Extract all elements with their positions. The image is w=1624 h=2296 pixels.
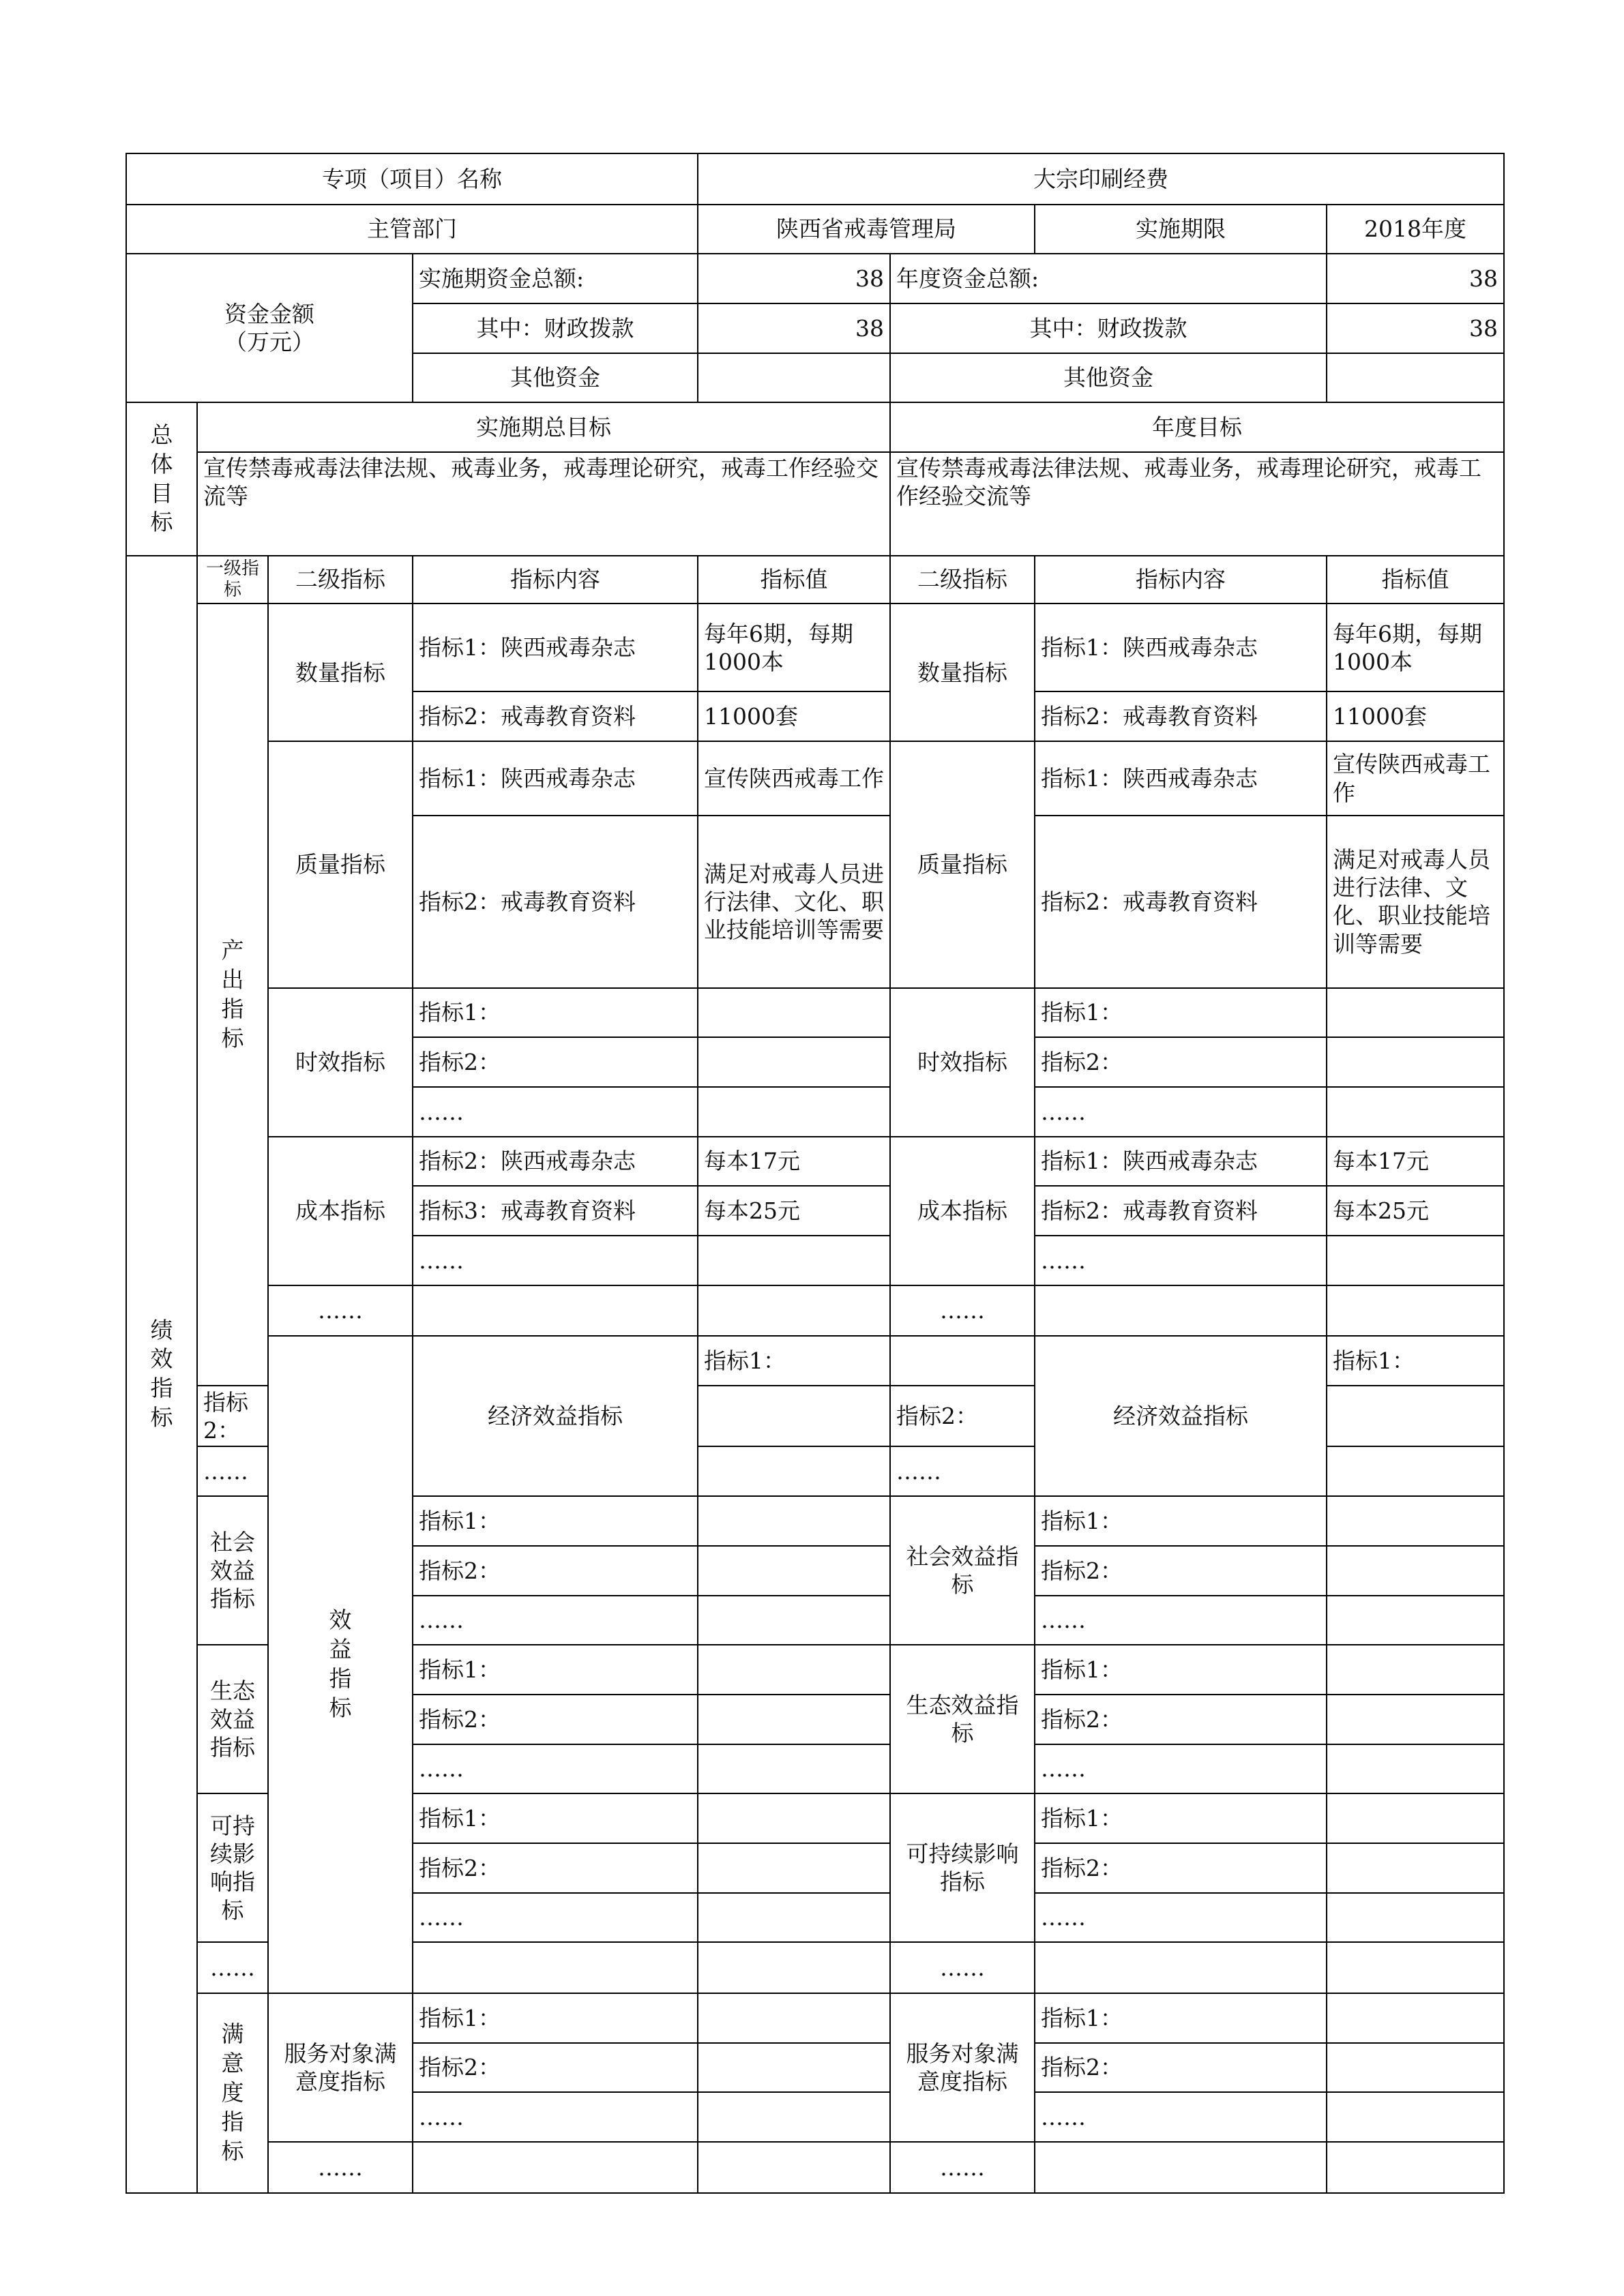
social-2-left: 指标2： (413, 1546, 698, 1596)
social-more-left: …… (413, 1596, 698, 1645)
cost-more-left: …… (413, 1236, 698, 1285)
quantity-2-content-right: 指标2：戒毒教育资料 (1035, 691, 1327, 741)
social-1-left: 指标1： (413, 1496, 698, 1546)
benefit-more-content-left (413, 1942, 698, 1993)
period-goal-label: 实施期总目标 (197, 402, 890, 452)
timeliness-more-value-right (1327, 1087, 1504, 1137)
fiscal-funds-value: 38 (698, 303, 890, 353)
output-more-content-left (413, 1285, 698, 1337)
economic-label-left: 经济效益指标 (413, 1336, 698, 1496)
ecological-more-left: …… (413, 1744, 698, 1794)
dept-name: 陕西省戒毒管理局 (698, 205, 1035, 254)
social-more-right: …… (1035, 1596, 1327, 1645)
output-more-content-right (1035, 1285, 1327, 1337)
timeliness-1-value-left (698, 988, 890, 1038)
social-1-value-right (1327, 1496, 1504, 1546)
quantity-label-left: 数量指标 (268, 603, 413, 741)
economic-1-right: 指标1： (1327, 1336, 1504, 1386)
timeliness-more-value-left (698, 1087, 890, 1137)
cost-label-left: 成本指标 (268, 1137, 413, 1285)
cost-1-content-right: 指标1：陕西戒毒杂志 (1035, 1137, 1327, 1187)
social-1-value-left (698, 1496, 890, 1546)
project-name-label: 专项（项目）名称 (126, 153, 698, 205)
satisfaction-more-value-right (1327, 2142, 1504, 2193)
service-label-right: 服务对象满意度指标 (890, 1993, 1035, 2142)
annual-other-label: 其他资金 (890, 353, 1327, 403)
sustainable-2-right: 指标2： (1035, 1843, 1327, 1893)
benefit-indicator-label: 效 益 指 标 (268, 1336, 413, 1993)
satisfaction-indicator-label: 满 意 度 指 标 (197, 1993, 268, 2193)
fiscal-funds-label: 其中：财政拨款 (413, 303, 698, 353)
cost-more-value-left (698, 1236, 890, 1285)
quantity-1-content-right: 指标1：陕西戒毒杂志 (1035, 603, 1327, 691)
timeliness-more-left: …… (413, 1087, 698, 1137)
service-1-value-left (698, 1993, 890, 2043)
quality-1-content-left: 指标1：陕西戒毒杂志 (413, 741, 698, 816)
annual-goal-text: 宣传禁毒戒毒法律法规、戒毒业务，戒毒理论研究，戒毒工作经验交流等 (890, 452, 1504, 555)
quality-label-right: 质量指标 (890, 741, 1035, 987)
service-more-value-left (698, 2092, 890, 2142)
cost-more-value-right (1327, 1236, 1504, 1285)
ecological-2-value-right (1327, 1695, 1504, 1744)
satisfaction-more-right: …… (890, 2142, 1035, 2193)
social-label-left: 社会效益指标 (197, 1496, 268, 1645)
col-level2-left: 二级指标 (268, 556, 413, 604)
quality-1-value-right: 宣传陕西戒毒工作 (1327, 741, 1504, 816)
output-more-value-left (698, 1285, 890, 1337)
other-funds-label: 其他资金 (413, 353, 698, 403)
output-more-left: …… (268, 1285, 413, 1337)
quality-1-content-right: 指标1：陕西戒毒杂志 (1035, 741, 1327, 816)
satisfaction-more-content-right (1035, 2142, 1327, 2193)
economic-2-left: 指标2： (197, 1386, 268, 1446)
satisfaction-more-content-left (413, 2142, 698, 2193)
social-label-right: 社会效益指标 (890, 1496, 1035, 1645)
ecological-1-right: 指标1： (1035, 1645, 1327, 1695)
timeliness-2-content-right: 指标2： (1035, 1037, 1327, 1087)
annual-funds-value: 38 (1327, 254, 1504, 303)
quantity-label-right: 数量指标 (890, 603, 1035, 741)
overall-goal-label: 总 体 目 标 (126, 402, 197, 555)
economic-label-right: 经济效益指标 (1035, 1336, 1327, 1496)
quality-1-value-left: 宣传陕西戒毒工作 (698, 741, 890, 816)
social-2-value-right (1327, 1546, 1504, 1596)
cost-label-right: 成本指标 (890, 1137, 1035, 1285)
ecological-1-left: 指标1： (413, 1645, 698, 1695)
sustainable-more-value-left (698, 1893, 890, 1943)
annual-other-value (1327, 353, 1504, 403)
project-name: 大宗印刷经费 (698, 153, 1504, 205)
ecological-label-left: 生态效益指标 (197, 1645, 268, 1793)
economic-2-value-left (698, 1386, 890, 1446)
economic-1-left: 指标1： (698, 1336, 890, 1386)
social-1-right: 指标1： (1035, 1496, 1327, 1546)
ecological-2-value-left (698, 1695, 890, 1744)
other-funds-value (698, 353, 890, 403)
sustainable-label-left: 可持续影响指标 (197, 1793, 268, 1942)
annual-fiscal-label: 其中：财政拨款 (890, 303, 1327, 353)
benefit-more-value-right (1327, 1942, 1504, 1993)
timeliness-2-value-left (698, 1037, 890, 1087)
timeliness-1-content-right: 指标1： (1035, 988, 1327, 1038)
quantity-2-content-left: 指标2：戒毒教育资料 (413, 691, 698, 741)
timeliness-more-right: …… (1035, 1087, 1327, 1137)
cost-2-content-right: 指标2：戒毒教育资料 (1035, 1186, 1327, 1236)
quality-2-value-right: 满足对戒毒人员进行法律、文化、职业技能培训等需要 (1327, 816, 1504, 987)
economic-more-value-left (698, 1446, 890, 1496)
output-indicator-label: 产 出 指 标 (197, 603, 268, 1386)
sustainable-1-value-right (1327, 1793, 1504, 1843)
social-2-value-left (698, 1546, 890, 1596)
period-label: 实施期限 (1035, 205, 1327, 254)
benefit-more-content-right (1035, 1942, 1327, 1993)
service-1-value-right (1327, 1993, 1504, 2043)
ecological-label-right: 生态效益指标 (890, 1645, 1035, 1793)
timeliness-2-value-right (1327, 1037, 1504, 1087)
cost-2-value-left: 每本25元 (698, 1186, 890, 1236)
quantity-1-content-left: 指标1：陕西戒毒杂志 (413, 603, 698, 691)
funds-unit: （万元） (224, 329, 314, 356)
ecological-1-value-right (1327, 1645, 1504, 1695)
quality-label-left: 质量指标 (268, 741, 413, 987)
satisfaction-more-value-left (698, 2142, 890, 2193)
ecological-2-right: 指标2： (1035, 1695, 1327, 1744)
timeliness-2-content-left: 指标2： (413, 1037, 698, 1087)
cost-2-content-left: 指标3：戒毒教育资料 (413, 1186, 698, 1236)
funds-label-text: 资金金额 (224, 301, 314, 328)
performance-goal-table (126, 153, 1505, 2194)
benefit-more-value-left (698, 1942, 890, 1993)
sustainable-2-value-right (1327, 1843, 1504, 1893)
col-level1: 一级指标 (197, 556, 268, 604)
ecological-more-value-right (1327, 1744, 1504, 1794)
sustainable-2-value-left (698, 1843, 890, 1893)
col-level2-right: 二级指标 (890, 556, 1035, 604)
timeliness-1-value-right (1327, 988, 1504, 1038)
timeliness-label-right: 时效指标 (890, 988, 1035, 1137)
benefit-more-right: …… (890, 1942, 1035, 1993)
col-content-left: 指标内容 (413, 556, 698, 604)
economic-more-left: …… (197, 1446, 268, 1496)
sustainable-1-right: 指标1： (1035, 1793, 1327, 1843)
service-2-right: 指标2： (1035, 2043, 1327, 2093)
service-more-value-right (1327, 2092, 1504, 2142)
sustainable-more-value-right (1327, 1893, 1504, 1943)
economic-1-value-left (890, 1336, 1035, 1386)
sustainable-more-right: …… (1035, 1893, 1327, 1943)
col-value-left: 指标值 (698, 556, 890, 604)
economic-2-right: 指标2： (890, 1386, 1035, 1446)
social-more-value-right (1327, 1596, 1504, 1645)
service-more-right: …… (1035, 2092, 1327, 2142)
ecological-1-value-left (698, 1645, 890, 1695)
service-2-value-right (1327, 2043, 1504, 2093)
quality-2-value-left: 满足对戒毒人员进行法律、文化、职业技能培训等需要 (698, 816, 890, 987)
ecological-more-right: …… (1035, 1744, 1327, 1794)
economic-more-right: …… (890, 1446, 1035, 1496)
period-value: 2018年度 (1327, 205, 1504, 254)
sustainable-1-left: 指标1： (413, 1793, 698, 1843)
sustainable-1-value-left (698, 1793, 890, 1843)
cost-more-right: …… (1035, 1236, 1327, 1285)
ecological-more-value-left (698, 1744, 890, 1794)
satisfaction-more-left: …… (268, 2142, 413, 2193)
col-value-right: 指标值 (1327, 556, 1504, 604)
performance-indicator-label: 绩 效 指 标 (126, 556, 197, 2193)
ecological-2-left: 指标2： (413, 1695, 698, 1744)
sustainable-more-left: …… (413, 1893, 698, 1943)
quantity-2-value-right: 11000套 (1327, 691, 1504, 741)
cost-1-content-left: 指标2：陕西戒毒杂志 (413, 1137, 698, 1187)
social-more-value-left (698, 1596, 890, 1645)
quantity-1-value-right: 每年6期，每期1000本 (1327, 603, 1504, 691)
col-content-right: 指标内容 (1035, 556, 1327, 604)
funds-label (126, 254, 413, 402)
social-2-right: 指标2： (1035, 1546, 1327, 1596)
timeliness-label-left: 时效指标 (268, 988, 413, 1137)
quality-2-content-left: 指标2：戒毒教育资料 (413, 816, 698, 987)
service-1-left: 指标1： (413, 1993, 698, 2043)
service-label-left: 服务对象满意度指标 (268, 1993, 413, 2142)
total-funds-label: 实施期资金总额: (413, 254, 698, 303)
quality-2-content-right: 指标2：戒毒教育资料 (1035, 816, 1327, 987)
total-funds-value: 38 (698, 254, 890, 303)
economic-more-value-right (1327, 1446, 1504, 1496)
timeliness-1-content-left: 指标1： (413, 988, 698, 1038)
output-more-value-right (1327, 1285, 1504, 1337)
economic-2-value-right (1327, 1386, 1504, 1446)
cost-1-value-right: 每本17元 (1327, 1137, 1504, 1187)
cost-1-value-left: 每本17元 (698, 1137, 890, 1187)
annual-fiscal-value: 38 (1327, 303, 1504, 353)
service-1-right: 指标1： (1035, 1993, 1327, 2043)
service-2-left: 指标2： (413, 2043, 698, 2093)
quantity-2-value-left: 11000套 (698, 691, 890, 741)
service-2-value-left (698, 2043, 890, 2093)
benefit-more-left: …… (197, 1942, 268, 1993)
dept-label: 主管部门 (126, 205, 698, 254)
service-more-left: …… (413, 2092, 698, 2142)
cost-2-value-right: 每本25元 (1327, 1186, 1504, 1236)
sustainable-label-right: 可持续影响指标 (890, 1793, 1035, 1942)
quantity-1-value-left: 每年6期，每期1000本 (698, 603, 890, 691)
annual-goal-label: 年度目标 (890, 402, 1504, 452)
period-goal-text: 宣传禁毒戒毒法律法规、戒毒业务，戒毒理论研究，戒毒工作经验交流等 (197, 452, 890, 555)
output-more-right: …… (890, 1285, 1035, 1337)
sustainable-2-left: 指标2： (413, 1843, 698, 1893)
annual-funds-label: 年度资金总额: (890, 254, 1327, 303)
